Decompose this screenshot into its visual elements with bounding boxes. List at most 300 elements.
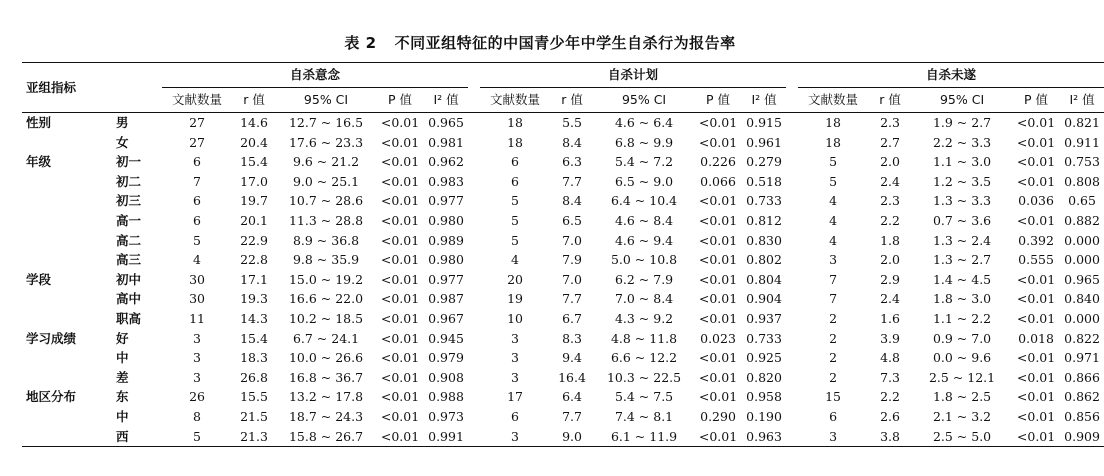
table-cell: 0.882 [1064, 212, 1100, 228]
category-label: 高一 [116, 212, 142, 228]
indicator-label [22, 309, 108, 329]
cell-gap [786, 329, 798, 349]
table-cell: 0.0 ~ 9.6 [932, 350, 992, 366]
table-cell: <0.01 [698, 212, 738, 228]
table-cell: <0.01 [1016, 154, 1056, 170]
cell-gap [468, 368, 480, 388]
table-cell: 3.9 [880, 330, 900, 346]
cell-gap [468, 348, 480, 368]
table-cell: 0.518 [746, 173, 782, 189]
cell-gap [468, 211, 480, 231]
table-cell: 8.4 [562, 134, 582, 150]
table-cell: 0.945 [428, 330, 464, 346]
cell-gap [786, 289, 798, 309]
table-cell: 5.5 [562, 115, 582, 130]
table-cell: <0.01 [698, 350, 738, 366]
indicator-label [22, 368, 108, 388]
table-cell: 2.4 [880, 173, 900, 189]
table-cell: 3 [829, 252, 838, 268]
table-cell: 1.4 ~ 4.5 [932, 271, 992, 287]
table-cell: 3 [511, 350, 519, 366]
table-cell: 12.7 ~ 16.5 [288, 115, 364, 130]
table-cell: 5.0 ~ 10.8 [610, 252, 678, 268]
table-cell: 8.3 [562, 330, 582, 346]
table-cell: 0.808 [1064, 173, 1100, 189]
table-cell: 3 [480, 427, 550, 447]
table-row [22, 368, 1104, 388]
cell-gap [786, 368, 798, 388]
table-cell: 0.65 [1068, 193, 1096, 209]
indicator-label [22, 427, 108, 447]
table-cell: 27 [189, 134, 205, 150]
table-cell: 6 [193, 212, 201, 228]
table-cell: 0.962 [428, 154, 464, 170]
table-cell: <0.01 [1016, 173, 1056, 189]
table-row [22, 407, 1104, 427]
table-cell: 4.8 [880, 350, 900, 366]
category-label: 中 [116, 350, 129, 366]
table-cell: 0.802 [746, 252, 782, 268]
column-header: P 值 [1012, 88, 1060, 113]
table-cell: <0.01 [698, 115, 738, 130]
table-cell: 6 [511, 154, 519, 170]
table-cell: 2.6 [880, 408, 900, 424]
table-cell: 7.7 [562, 408, 582, 424]
table-cell: 4.6 ~ 8.4 [614, 212, 674, 228]
table-cell: 26 [189, 389, 205, 405]
table-cell: 1.9 ~ 2.7 [932, 115, 992, 130]
table-cell: 7.4 ~ 8.1 [614, 408, 674, 424]
table-cell: 0.987 [428, 291, 464, 307]
table-cell: 3 [193, 350, 201, 366]
table-cell: <0.01 [1016, 134, 1056, 150]
cell-gap [786, 250, 798, 270]
table-cell: 0.980 [428, 212, 464, 228]
category-label: 高中 [116, 291, 142, 307]
group-header-attempt: 自杀未遂 [798, 63, 1104, 88]
table-cell: 18 [825, 115, 841, 130]
table-cell: 0.961 [746, 134, 782, 150]
category-label: 高二 [116, 232, 142, 248]
cell-gap [786, 172, 798, 192]
table-row [22, 191, 1104, 211]
table-cell: 2.2 [880, 389, 900, 405]
cell-gap [786, 270, 798, 290]
table-cell: 0.066 [700, 173, 736, 189]
column-header: I² 值 [424, 88, 468, 113]
table-cell: <0.01 [380, 350, 420, 366]
table-cell: 20.1 [240, 212, 268, 228]
table-cell: <0.01 [698, 389, 738, 405]
table-cell: 7 [829, 291, 838, 307]
table-cell: 0.840 [1064, 291, 1100, 307]
indicator-label: 学段 [26, 271, 52, 287]
table-number: 表 2 [344, 34, 377, 52]
cell-gap [786, 231, 798, 251]
indicator-label [22, 211, 108, 231]
table-cell: 0.981 [428, 134, 464, 150]
table-cell: 15.4 [240, 154, 268, 170]
table-cell: 2.5 ~ 12.1 [928, 369, 996, 385]
table-cell: 0.973 [428, 408, 464, 424]
table-cell: 15 [825, 389, 841, 405]
table-cell: 0.925 [746, 350, 782, 366]
table-cell: 6.3 [562, 154, 582, 170]
table-cell: 18.7 ~ 24.3 [288, 408, 364, 424]
table-cell: <0.01 [1016, 271, 1056, 287]
table-cell: 18 [825, 134, 841, 150]
table-cell: 1.8 [880, 232, 900, 248]
table-cell: 22.9 [240, 232, 268, 248]
table-cell: 3 [798, 427, 868, 447]
table-cell: 0.963 [742, 427, 786, 447]
indicator-label: 学习成绩 [26, 330, 77, 346]
cell-gap [468, 270, 480, 290]
table-cell: 15.5 [240, 389, 268, 405]
cell-gap [786, 348, 798, 368]
table-cell: 2.0 [880, 252, 900, 268]
table-cell: 0.023 [700, 330, 736, 346]
table-cell: 5 [162, 427, 232, 447]
table-cell: 30 [189, 291, 205, 307]
table-row [22, 289, 1104, 309]
column-header: P 值 [694, 88, 742, 113]
table-cell: 0.908 [428, 369, 464, 385]
table-cell: 15.0 ~ 19.2 [288, 271, 364, 287]
indicator-label [22, 191, 108, 211]
column-header: 文献数量 [162, 88, 232, 113]
table-cell: 11.3 ~ 28.8 [288, 212, 364, 228]
column-header: 95% CI [594, 88, 694, 113]
table-cell: 16.6 ~ 22.0 [288, 291, 364, 307]
table-cell: 6.8 ~ 9.9 [614, 134, 674, 150]
table-cell: 0.822 [1064, 330, 1100, 346]
indicator-label [22, 289, 108, 309]
table-cell: 0.937 [746, 310, 782, 326]
table-cell: 0.983 [428, 173, 464, 189]
indicator-label [22, 231, 108, 251]
table-cell: 15.4 [240, 330, 268, 346]
category-label: 职高 [116, 310, 142, 326]
table-row [22, 250, 1104, 270]
table-cell: 3 [511, 369, 519, 385]
table-cell: 18.3 [240, 350, 268, 366]
table-cell: 19.7 [240, 193, 268, 209]
column-gap [786, 88, 798, 113]
table-cell: 10 [507, 310, 523, 326]
table-cell: 9.6 ~ 21.2 [292, 154, 360, 170]
table-cell: 0.977 [428, 193, 464, 209]
table-cell: <0.01 [380, 389, 420, 405]
table-cell: 7.0 [562, 271, 582, 287]
category-label: 女 [116, 134, 129, 150]
table-cell: 0.977 [428, 271, 464, 287]
column-header: r 值 [868, 88, 912, 113]
table-cell: 8.9 ~ 36.8 [292, 232, 360, 248]
table-row [22, 309, 1104, 329]
category-label: 中 [116, 408, 129, 424]
table-cell: 0.820 [746, 369, 782, 385]
cell-gap [786, 407, 798, 427]
data-table-container [22, 62, 1100, 447]
table-cell: 6.4 ~ 10.4 [610, 193, 678, 209]
table-cell: <0.01 [698, 271, 738, 287]
table-cell: 2.2 ~ 3.3 [932, 134, 992, 150]
cell-gap [786, 133, 798, 153]
cell-gap [468, 152, 480, 172]
table-cell: 26.8 [240, 369, 268, 385]
table-cell: 0.971 [1064, 350, 1100, 366]
table-cell: 5 [511, 212, 519, 228]
category-label: 初三 [116, 193, 142, 209]
table-cell: <0.01 [1016, 212, 1056, 228]
cell-gap [786, 211, 798, 231]
table-cell: 7.7 [562, 291, 582, 307]
table-cell: 0.991 [424, 427, 468, 447]
table-cell: 0.226 [700, 154, 736, 170]
table-cell: <0.01 [1016, 389, 1056, 405]
table-cell: 0.7 ~ 3.6 [932, 212, 992, 228]
column-header: r 值 [232, 88, 276, 113]
table-cell: <0.01 [380, 408, 420, 424]
column-header: 95% CI [912, 88, 1012, 113]
table-cell: 4.6 ~ 9.4 [614, 232, 674, 248]
table-cell: 14.3 [240, 310, 268, 326]
table-cell: 2.3 [880, 115, 900, 130]
table-cell: 0.290 [700, 408, 736, 424]
column-header: I² 值 [742, 88, 786, 113]
table-cell: 14.6 [240, 115, 268, 130]
table-cell: 6 [193, 193, 201, 209]
table-cell: 9.0 [550, 427, 594, 447]
table-cell: 0.812 [746, 212, 782, 228]
column-header: 文献数量 [798, 88, 868, 113]
table-cell: 0.000 [1064, 232, 1100, 248]
category-label: 初中 [116, 271, 142, 287]
table-cell: 3 [193, 330, 201, 346]
column-gap [468, 88, 480, 113]
table-cell: 2.2 [880, 212, 900, 228]
data-table [22, 62, 1104, 447]
table-cell: 6.5 [562, 212, 582, 228]
table-cell: 0.856 [1064, 408, 1100, 424]
table-row [22, 133, 1104, 153]
table-cell: 15.8 ~ 26.7 [276, 427, 376, 447]
table-cell: 9.0 ~ 25.1 [292, 173, 360, 189]
table-cell: 4.6 ~ 6.4 [614, 115, 674, 130]
table-cell: <0.01 [1016, 350, 1056, 366]
table-cell: <0.01 [380, 271, 420, 287]
table-cell: 0.190 [746, 408, 782, 424]
table-cell: 0.958 [746, 389, 782, 405]
table-cell: 0.018 [1018, 330, 1054, 346]
table-cell: 20.4 [240, 134, 268, 150]
category-label: 好 [116, 330, 129, 346]
cell-gap [468, 427, 480, 447]
table-cell: 30 [189, 271, 205, 287]
cell-gap [468, 309, 480, 329]
indicator-label: 地区分布 [26, 389, 77, 405]
table-cell: <0.01 [380, 173, 420, 189]
table-cell: 5 [511, 232, 519, 248]
table-cell: <0.01 [380, 115, 420, 130]
table-cell: 3 [511, 330, 519, 346]
cell-gap [786, 387, 798, 407]
table-cell: 0.866 [1064, 369, 1100, 385]
table-cell: 7.9 [562, 252, 582, 268]
table-row [22, 231, 1104, 251]
table-cell: 6 [829, 408, 838, 424]
table-cell: 6.5 ~ 9.0 [614, 173, 674, 189]
table-cell: 0.830 [746, 232, 782, 248]
table-cell: 0.967 [428, 310, 464, 326]
table-cell: 16.4 [558, 369, 586, 385]
indicator-label [22, 348, 108, 368]
cell-gap [468, 113, 480, 133]
column-header: 文献数量 [480, 88, 550, 113]
table-cell: 6.6 ~ 12.2 [610, 350, 678, 366]
table-cell: <0.01 [380, 369, 420, 385]
table-row [22, 270, 1104, 290]
cell-gap [468, 250, 480, 270]
table-cell: 4 [193, 252, 201, 268]
table-cell: 0.911 [1064, 134, 1100, 150]
table-cell: 18 [507, 134, 523, 150]
table-cell: <0.01 [376, 427, 424, 447]
table-cell: 1.2 ~ 3.5 [932, 173, 992, 189]
table-cell: 0.733 [746, 193, 782, 209]
cell-gap [786, 191, 798, 211]
table-caption [0, 32, 1080, 53]
table-cell: <0.01 [698, 134, 738, 150]
table-cell: 2 [829, 350, 838, 366]
table-cell: 7 [829, 271, 838, 287]
table-cell: 1.1 ~ 3.0 [932, 154, 992, 170]
table-cell: 10.0 ~ 26.6 [288, 350, 364, 366]
table-cell: 20 [507, 271, 523, 287]
column-header: I² 值 [1060, 88, 1104, 113]
indicator-label: 性别 [26, 115, 52, 130]
cell-gap [786, 309, 798, 329]
table-cell: 3 [193, 369, 201, 385]
table-cell: 0.989 [428, 232, 464, 248]
table-cell: 7.0 ~ 8.4 [614, 291, 674, 307]
table-row [22, 152, 1104, 172]
table-cell: 7.3 [880, 369, 900, 385]
table-cell: 2.0 [880, 154, 900, 170]
category-label: 高三 [116, 252, 142, 268]
table-row [22, 172, 1104, 192]
cell-gap [786, 152, 798, 172]
table-cell: 9.4 [562, 350, 582, 366]
table-cell: <0.01 [698, 291, 738, 307]
column-header: P 值 [376, 88, 424, 113]
group-gap [468, 63, 480, 88]
table-cell: <0.01 [694, 427, 742, 447]
indicator-label [22, 250, 108, 270]
table-cell: <0.01 [1016, 291, 1056, 307]
table-cell: 4 [829, 193, 838, 209]
table-cell: 0.392 [1018, 232, 1054, 248]
table-cell: 6.7 [562, 310, 582, 326]
category-label: 西 [108, 427, 162, 447]
table-cell: 6 [511, 408, 519, 424]
table-cell: 1.3 ~ 3.3 [932, 193, 992, 209]
table-cell: 4.3 ~ 9.2 [614, 310, 674, 326]
table-cell: 1.3 ~ 2.7 [932, 252, 992, 268]
table-cell: 17 [507, 389, 523, 405]
table-cell: 6.1 ~ 11.9 [594, 427, 694, 447]
table-row [22, 113, 1104, 133]
column-header-row [22, 88, 1104, 113]
table-cell: 16.8 ~ 36.7 [288, 369, 364, 385]
table-cell: 0.965 [428, 115, 464, 130]
table-cell: <0.01 [380, 212, 420, 228]
table-cell: <0.01 [698, 232, 738, 248]
table-cell: 9.8 ~ 35.9 [292, 252, 360, 268]
table-cell: <0.01 [1012, 427, 1060, 447]
table-cell: <0.01 [698, 310, 738, 326]
table-cell: 2.5 ~ 5.0 [912, 427, 1012, 447]
table-cell: 1.8 ~ 2.5 [932, 389, 992, 405]
table-cell: 6.2 ~ 7.9 [614, 271, 674, 287]
table-cell: 6 [511, 173, 519, 189]
indicator-label: 年级 [26, 154, 52, 170]
table-cell: 6.7 ~ 24.1 [292, 330, 360, 346]
category-label: 初一 [116, 154, 142, 170]
table-cell: 0.821 [1064, 115, 1100, 130]
table-cell: 11 [189, 310, 205, 326]
table-cell: 7.7 [562, 173, 582, 189]
table-row [22, 387, 1104, 407]
table-cell: 1.8 ~ 3.0 [932, 291, 992, 307]
table-cell: 7.0 [562, 232, 582, 248]
table-cell: 19 [507, 291, 523, 307]
table-cell: 2.9 [880, 271, 900, 287]
table-cell: 0.965 [1064, 271, 1100, 287]
category-label: 东 [116, 389, 129, 405]
table-cell: 0.733 [746, 330, 782, 346]
table-cell: 6.4 [562, 389, 582, 405]
table-cell: 21.5 [240, 408, 268, 424]
table-cell: 0.862 [1064, 389, 1100, 405]
table-cell: 0.000 [1064, 252, 1100, 268]
table-cell: 21.3 [232, 427, 276, 447]
cell-gap [468, 407, 480, 427]
table-cell: <0.01 [1016, 408, 1056, 424]
table-cell: <0.01 [698, 369, 738, 385]
table-cell: 2.4 [880, 291, 900, 307]
table-title: 不同亚组特征的中国青少年中学生自杀行为报告率 [394, 34, 736, 52]
table-cell: 17.0 [240, 173, 268, 189]
table-cell: <0.01 [380, 193, 420, 209]
table-cell: 22.8 [240, 252, 268, 268]
table-cell: 1.1 ~ 2.2 [932, 310, 992, 326]
table-cell: <0.01 [380, 291, 420, 307]
table-cell: 10.2 ~ 18.5 [288, 310, 364, 326]
table-cell: <0.01 [1016, 310, 1056, 326]
cell-gap [468, 387, 480, 407]
category-label: 初二 [116, 173, 142, 189]
cell-gap [786, 113, 798, 133]
category-label: 差 [116, 369, 129, 385]
group-gap [786, 63, 798, 88]
table-cell: 5 [193, 232, 201, 248]
table-cell: 7 [193, 173, 201, 189]
table-cell: 4.8 ~ 11.8 [610, 330, 678, 346]
table-cell: <0.01 [1016, 115, 1056, 130]
table-cell: 17.1 [240, 271, 268, 287]
